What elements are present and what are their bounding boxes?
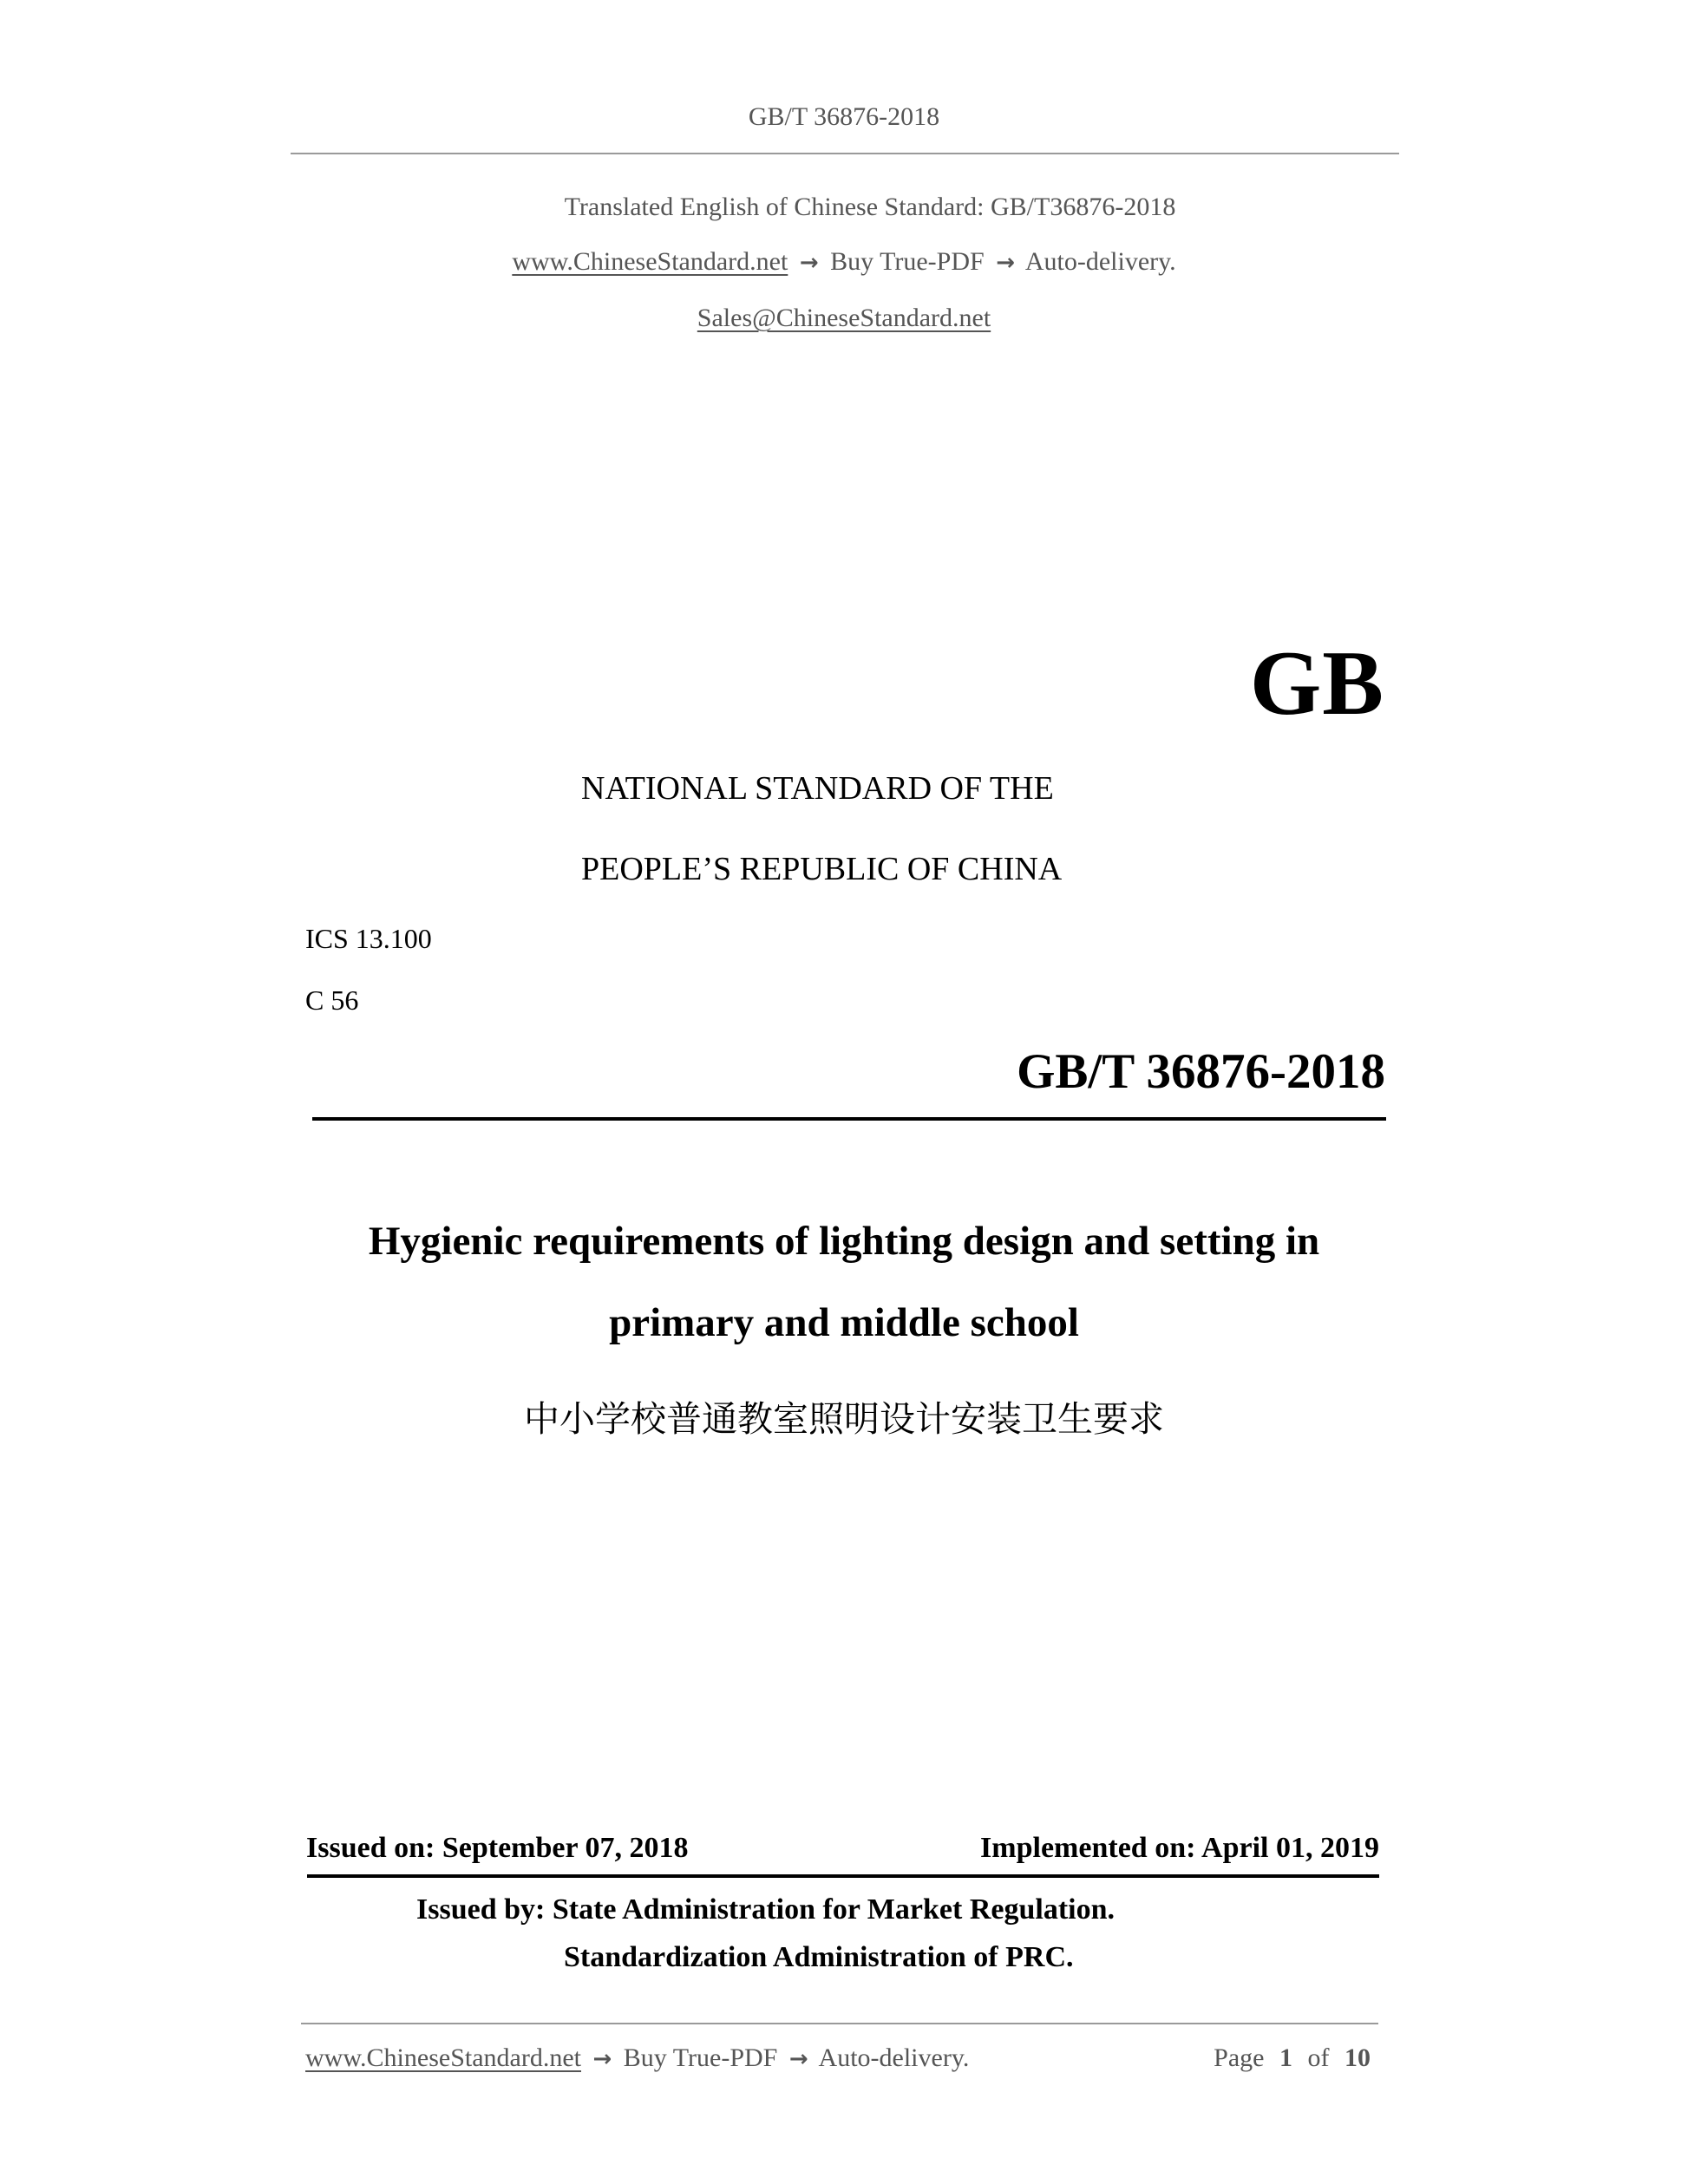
title-english-line1: Hygienic requirements of lighting design and setting in — [368, 1219, 1320, 1264]
promo-translated-line: Translated English of Chinese Standard: GB/T36876-2018 — [564, 193, 1176, 221]
issued-by-line2: Standardization Administration of PRC. — [564, 1941, 1074, 1973]
arrow-right-icon: → — [592, 2046, 612, 2072]
implemented-on-date: Implemented on: April 01, 2019 — [980, 1832, 1379, 1864]
footer-buy-true-pdf-text: Buy True-PDF — [623, 2043, 778, 2072]
dates-rule — [307, 1874, 1379, 1878]
auto-delivery-text: Auto-delivery. — [1024, 247, 1176, 276]
footer-buy-line — [305, 2045, 969, 2071]
page-total: 10 — [1345, 2043, 1371, 2072]
promo-email-line — [0, 305, 1688, 331]
site-link[interactable]: www.ChineseStandard.net — [512, 247, 788, 276]
page-indicator — [1214, 2045, 1371, 2071]
of-label: of — [1307, 2043, 1330, 2072]
gb-logo: GB — [1249, 632, 1384, 734]
standard-number: GB/T 36876-2018 — [1017, 1044, 1385, 1099]
sales-email-link[interactable]: Sales@ChineseStandard.net — [697, 304, 991, 332]
national-standard-line2: PEOPLE’S REPUBLIC OF CHINA — [581, 851, 1063, 887]
arrow-right-icon: → — [799, 250, 819, 276]
footer-divider — [301, 2023, 1378, 2024]
page-current: 1 — [1279, 2043, 1292, 2072]
ccs-code: C 56 — [305, 984, 359, 1016]
ics-code: ICS 13.100 — [305, 923, 432, 954]
title-english-line2: primary and middle school — [609, 1300, 1079, 1345]
page-label: Page — [1214, 2043, 1265, 2072]
running-header: GB/T 36876-2018 — [748, 102, 940, 131]
buy-true-pdf-text: Buy True-PDF — [830, 247, 985, 276]
title-chinese: 中小学校普通教室照明设计安装卫生要求 — [524, 1398, 1164, 1440]
arrow-right-icon: → — [788, 2046, 808, 2072]
issued-by-line1: Issued by: State Administration for Market Regulation. — [416, 1893, 1115, 1926]
footer-auto-delivery-text: Auto-delivery. — [818, 2043, 970, 2072]
footer-site-link[interactable]: www.ChineseStandard.net — [305, 2043, 581, 2072]
promo-buy-line — [0, 249, 1688, 275]
header-divider — [291, 153, 1399, 154]
national-standard-line1: NATIONAL STANDARD OF THE — [581, 770, 1054, 807]
standard-number-rule — [312, 1117, 1386, 1121]
issued-on-date: Issued on: September 07, 2018 — [306, 1832, 689, 1864]
arrow-right-icon: → — [996, 250, 1015, 276]
